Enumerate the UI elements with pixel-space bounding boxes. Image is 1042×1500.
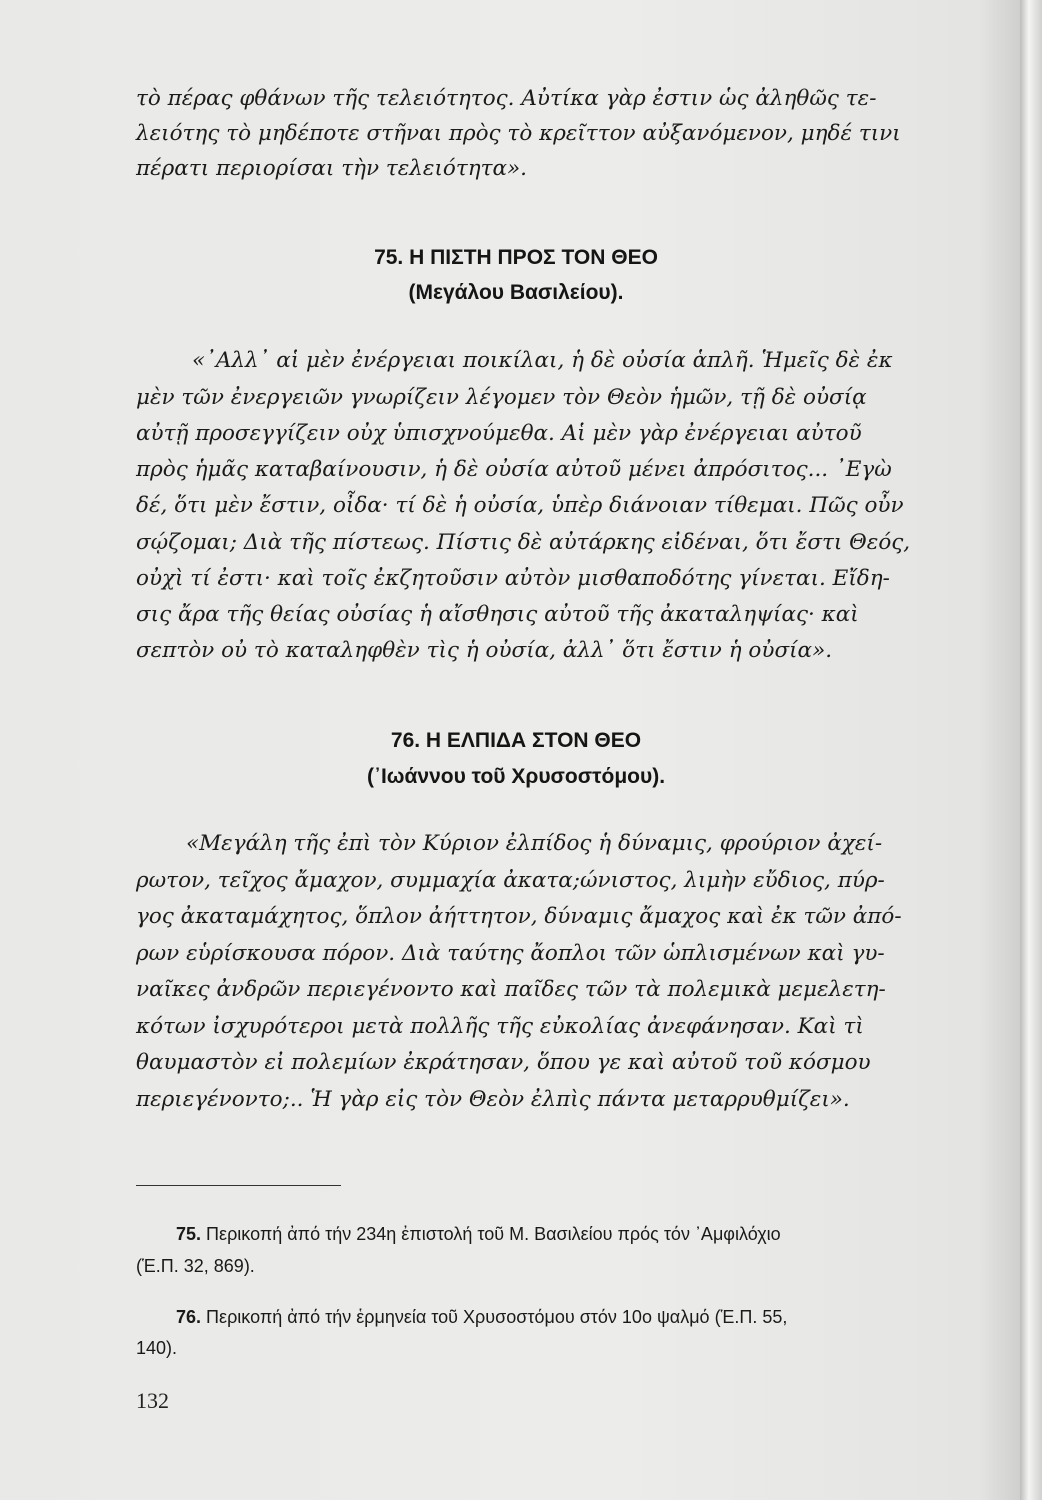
section-75-line: «᾿Αλλ᾿ αἱ μὲν ἐνέργειαι ποικίλαι, ἡ δὲ οὐσία ἁπλῆ. Ἡμεῖς δὲ ἐκ [192, 348, 893, 373]
section-75-title: 75. Η ΠΙΣΤΗ ΠΡΟΣ ΤΟΝ ΘΕΟ [374, 246, 658, 269]
section-76-line: κότων ἰσχυρότεροι μετὰ πολλῆς τῆς εὐκολίας ἀνεφάνησαν. Καὶ τὶ [136, 1014, 864, 1039]
section-76-line: περιεγένοντο;.. Ἡ γὰρ εἰς τὸν Θεὸν ἐλπὶς πάντα μεταρρυθμίζει». [136, 1087, 850, 1112]
intro-line: λειότης τὸ μηδέποτε στῆναι πρὸς τὸ κρεῖττον αὐξανόμενον, μηδέ τινι [136, 121, 901, 146]
section-76-line: «Μεγάλη τῆς ἐπὶ τὸν Κύριον ἐλπίδος ἡ δύναμις, φρούριον ἀχεί- [186, 831, 883, 856]
section-76-title: 76. Η ΕΛΠΙΔΑ ΣΤΟΝ ΘΕΟ [390, 729, 642, 752]
footnote-number: 76. [176, 1307, 202, 1327]
section-76-line: ναῖκες ἀνδρῶν περιεγένοντο καὶ παῖδες τῶν τὰ πολεμικὰ μεμελετη- [136, 977, 886, 1002]
footnote-text: Περικοπή ἀπό τήν 234η ἐπιστολή τοῦ Μ. Βασιλείου πρός τόν ᾿Αμφιλόχιο [206, 1224, 781, 1244]
intro-line: πέρατι περιορίσαι τὴν τελειότητα». [136, 156, 528, 181]
footnote-76 [176, 1302, 994, 1332]
section-75-line: μὲν τῶν ἐνεργειῶν γνωρίζειν λέγομεν τὸν Θεὸν ἡμῶν, τῇ δὲ οὐσίᾳ [136, 385, 867, 410]
section-75-line: αὐτῇ προσεγγίζειν οὐχ ὑπισχνούμεθα. Αἱ μὲν γὰρ ἐνέργειαι αὐτοῦ [136, 421, 862, 446]
page-number: 132 [136, 1388, 169, 1413]
section-76-line: γος ἀκαταμάχητος, ὅπλον ἀήττητον, δύναμις ἄμαχος καὶ ἐκ τῶν ἀπό- [136, 904, 902, 929]
section-76-line: ρωτον, τεῖχος ἄμαχον, συμμαχία ἀκατα;ώνιστος, λιμὴν εὔδιος, πύρ- [136, 868, 885, 893]
footnote-text: Περικοπή ἀπό τήν ἑρμηνεία τοῦ Χρυσοστόμου στόν 10ο ψαλμό (Ἑ.Π. 55, [206, 1307, 788, 1327]
section-75-line: σις ἄρα τῆς θείας οὐσίας ἡ αἴσθησις αὐτοῦ τῆς ἀκαταληψίας· καὶ [136, 602, 859, 627]
footnote-number: 75. [176, 1224, 202, 1244]
intro-line: τὸ πέρας φθάνων τῆς τελειότητος. Αὐτίκα γὰρ ἐστιν ὡς ἀληθῶς τε- [136, 86, 877, 111]
section-76-line: ρων εὑρίσκουσα πόρον. Διὰ ταύτης ἄοπλοι τῶν ὡπλισμένων καὶ γυ- [136, 941, 885, 966]
footnote-75 [176, 1219, 994, 1249]
section-76-line: θαυμαστὸν εἰ πολεμίων ἐκράτησαν, ὅπου γε καὶ αὐτοῦ τοῦ κόσμου [136, 1050, 871, 1075]
footnote-76-cont: 140). [136, 1338, 178, 1358]
footnote-75-cont: (Ἑ.Π. 32, 869). [136, 1256, 255, 1276]
section-75-line: πρὸς ἡμᾶς καταβαίνουσιν, ἡ δὲ οὐσία αὐτοῦ μένει ἀπρόσιτος... ᾿Εγὼ [136, 457, 892, 482]
section-75-line: σεπτὸν οὐ τὸ καταληφθὲν τὶς ἡ οὐσία, ἀλλ᾿ ὅτι ἔστιν ἡ οὐσία». [136, 638, 833, 663]
section-75-subtitle: (Μεγάλου Βασιλείου). [408, 281, 624, 304]
page-edge [1020, 0, 1042, 1500]
footnote-separator [136, 1185, 341, 1186]
section-76-subtitle: (᾿Ιωάννου τοῦ Χρυσοστόμου). [366, 765, 666, 788]
section-75-line: δέ, ὅτι μὲν ἔστιν, οἶδα· τί δὲ ἡ οὐσία, ὑπὲρ διάνοιαν τίθεμαι. Πῶς οὖν [136, 493, 904, 518]
section-75-line: οὐχὶ τί ἐστι· καὶ τοῖς ἐκζητοῦσιν αὐτὸν μισθαποδότης γίνεται. Εἴδη- [136, 566, 890, 591]
section-75-line: σῴζομαι; Διὰ τῆς πίστεως. Πίστις δὲ αὐτάρκης εἰδέναι, ὅτι ἔστι Θεός, [136, 530, 911, 555]
